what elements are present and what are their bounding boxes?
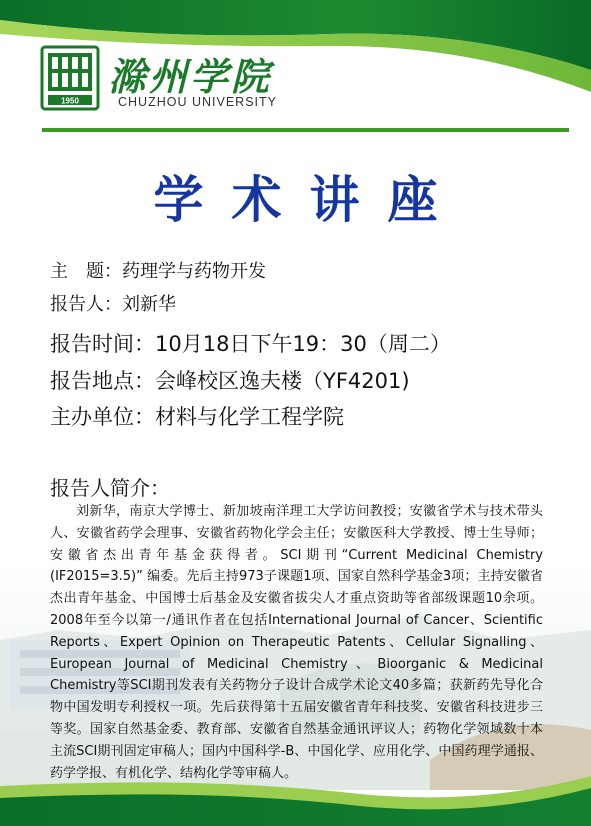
info-organizer xyxy=(50,401,344,431)
info-topic-label: 主 题： xyxy=(50,261,122,282)
info-time-label: 报告时间： xyxy=(50,332,155,356)
info-topic-value: 药理学与药物开发 xyxy=(122,261,266,282)
speaker-bio-text: 刘新华，南京大学博士、新加坡南洋理工大学访问教授；安徽省学术与技术带头人、安徽省药学会理事、安徽省药物化学会主任；安徽医科大学教授、博士生导师；安徽省杰出青年基金获得者。SCI期刊“Current Medicinal Chemistry (IF2015=3.5)” 编委。先后主持973子课题1项、国家自然科学基金3项；主持安徽省杰出青年基金、中国博士后基金及安徽省拔尖人才重点资助等省部级课题10余项。2008年至今以第一/通讯作者在包括International Journal of Cancer、Scientific Reports、Expert Opinion on Therapeutic Patents、Cellular Signalling、European Journal of Medicinal Chemistry、Bioorganic & Medicinal Chemistry等SCI期刊发表有关药物分子设计合成学术论文40多篇；获新药先导化合物中国发明专利授权一项。先后获得第十五届安徽省青年科技奖、安徽省科技进步三等奖。国家自然基金委、教育部、安徽省自然基金通讯评议人；药物化学领域数十本主流SCI期刊固定审稿人；国内中国科学-B、中国化学、应用化学、中国药理学通报、药学学报、有机化学、结构化学等审稿人。 xyxy=(50,504,543,781)
university-name-english: CHUZHOU UNIVERSITY xyxy=(118,95,277,109)
info-location-value: 会峰校区逸夫楼（YF4201) xyxy=(155,369,410,393)
info-time-value: 10月18日下午19：30（周二） xyxy=(155,332,451,356)
info-location-label: 报告地点： xyxy=(50,369,155,393)
info-organizer-label: 主办单位： xyxy=(50,405,155,429)
info-location xyxy=(50,365,410,395)
header-divider xyxy=(42,128,569,132)
speaker-bio-heading: 报告人简介： xyxy=(50,476,170,500)
info-speaker xyxy=(50,290,176,316)
poster-title: 学术讲座 xyxy=(153,171,466,229)
info-topic xyxy=(50,257,266,283)
info-speaker-value: 刘新华 xyxy=(122,294,176,315)
university-name-chinese: 滁州学院 xyxy=(108,54,273,99)
info-speaker-label: 报告人： xyxy=(50,294,122,315)
university-logo xyxy=(40,45,100,111)
info-organizer-value: 材料与化学工程学院 xyxy=(155,405,344,429)
logo-year: 1950 xyxy=(61,96,79,106)
info-time xyxy=(50,328,451,358)
